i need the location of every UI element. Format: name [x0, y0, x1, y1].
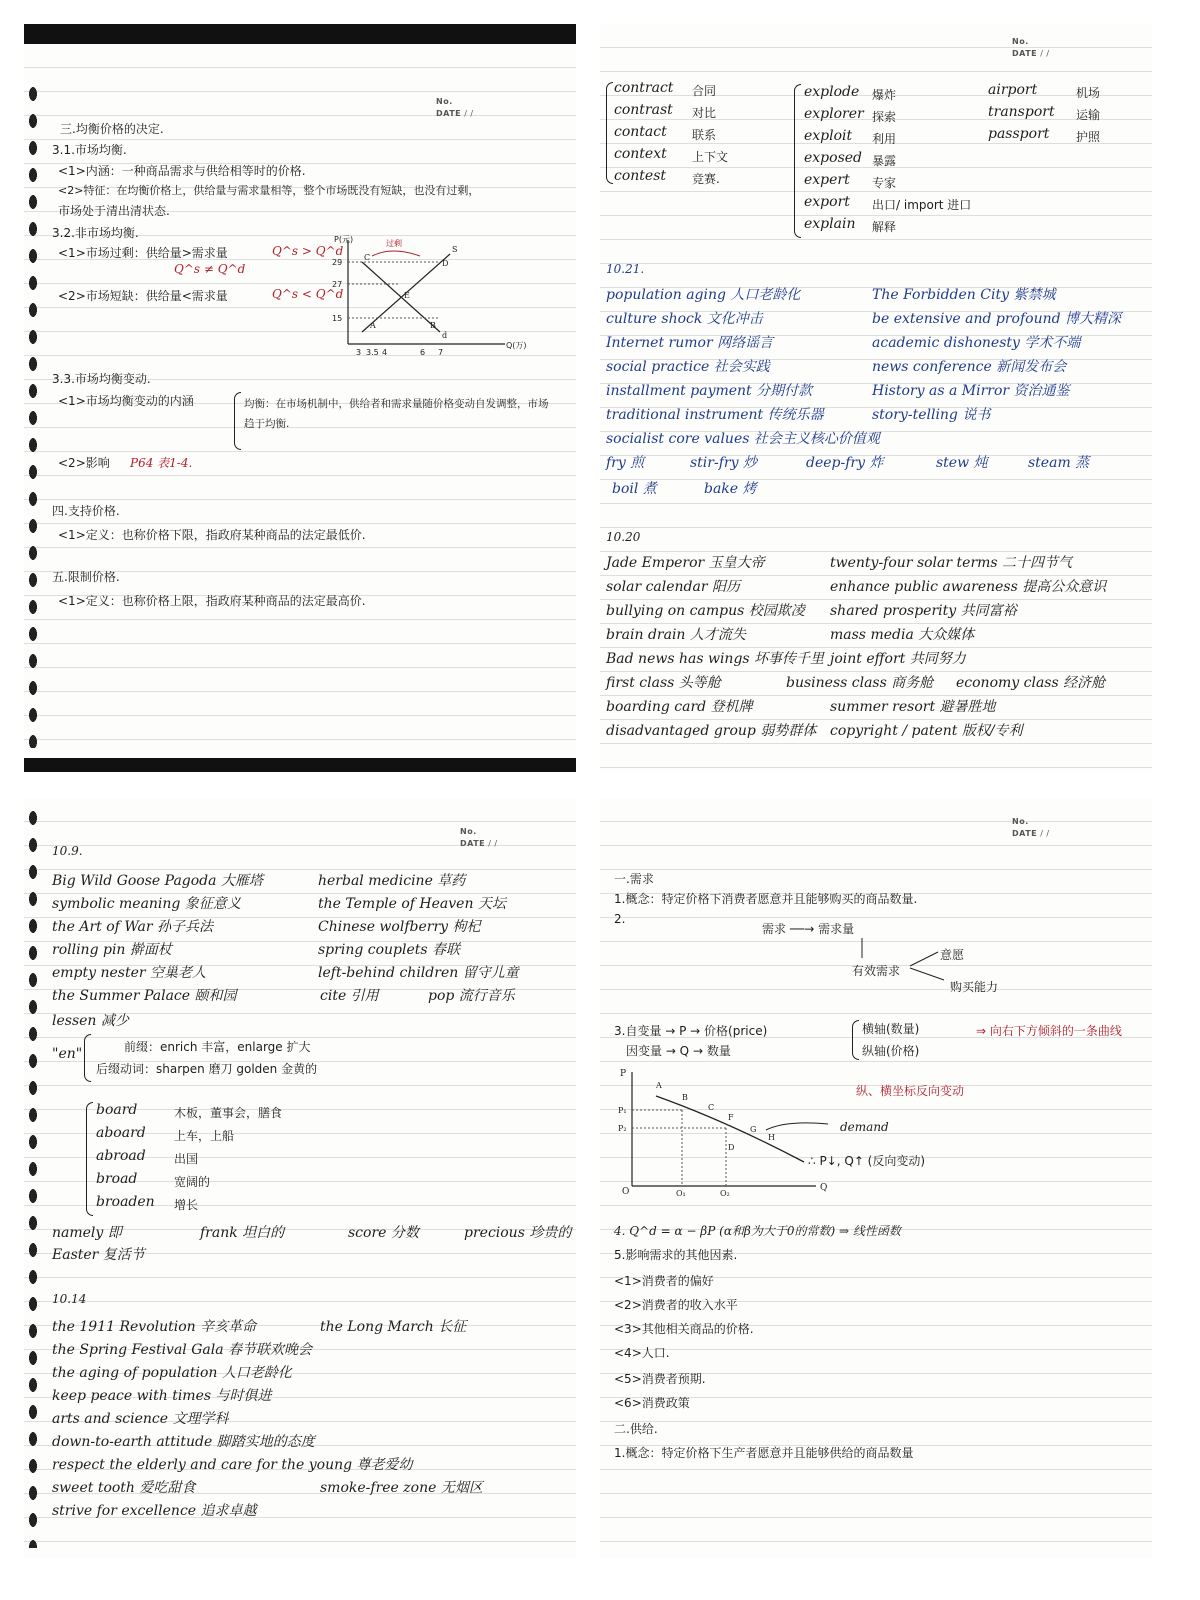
en-prefix-line: 前缀：enrich 丰富，enlarge 扩大	[124, 1040, 311, 1054]
vocab-word: contest	[614, 168, 667, 184]
demand-curve	[656, 1096, 804, 1162]
vocab-entry: steam 蒸	[1028, 455, 1090, 471]
vocab-word: explorer	[804, 106, 864, 122]
vocab-entry: social practice 社会实践	[606, 359, 770, 375]
vocab-word: contact	[614, 124, 667, 140]
vocab-entry: shared prosperity 共同富裕	[830, 603, 1017, 619]
vocab-translation: 护照	[1076, 130, 1101, 144]
flow-arrows	[840, 934, 960, 984]
note-line: 1.概念：特定价格下生产者愿意并且能够供给的商品数量	[614, 1446, 914, 1460]
brace	[84, 1034, 91, 1082]
vocab-entry: stir-fry 炒	[690, 455, 757, 471]
vocab-entry: be extensive and profound 博大精深	[872, 311, 1122, 327]
brace	[606, 82, 613, 184]
tick-label: 3	[356, 348, 362, 357]
vocab-entry: The Forbidden City 紫禁城	[872, 287, 1056, 303]
vocab-translation: 合同	[692, 84, 717, 98]
note-line: <4>人口.	[614, 1346, 670, 1360]
vocab-entry: arts and science 文理学科	[52, 1411, 229, 1427]
tick-label: Q₂	[720, 1189, 730, 1196]
flow-label: 有效需求	[852, 964, 901, 978]
label-arrow	[766, 1123, 828, 1130]
vocab-entry: rolling pin 擀面杖	[52, 942, 172, 958]
subheading: 3.2.非市场均衡.	[52, 226, 139, 240]
point-label: C	[364, 253, 371, 262]
vocab-word: explain	[804, 216, 856, 232]
tick-label: 6	[420, 348, 426, 357]
vocab-translation: 运输	[1076, 108, 1101, 122]
vocab-entry: respect the elderly and care for the young 尊老爱幼	[52, 1457, 413, 1473]
x-axis-label: Q(万)	[506, 341, 527, 350]
vocab-entry: copyright / patent 版权/专利	[830, 723, 1023, 739]
vocab-entry: left-behind children 留守儿童	[318, 965, 519, 981]
point-label: A	[656, 1081, 662, 1090]
heading: 5.影响需求的其他因素.	[614, 1248, 738, 1262]
spiral-holes	[26, 84, 40, 748]
vocab-entry: population aging 人口老龄化	[606, 287, 801, 303]
no-date-header: No. DATE / /	[1012, 817, 1050, 838]
vocab-entry: bake 烤	[704, 481, 757, 497]
vocab-word: expert	[804, 172, 850, 188]
flow-label: 购买能力	[950, 980, 999, 994]
brace	[794, 84, 801, 238]
vocab-entry: bullying on campus 校园欺凌	[606, 603, 805, 619]
note-line: <6>消费政策	[614, 1396, 690, 1410]
point-label: D	[442, 259, 449, 268]
note-line: 3.自变量 → P → 价格(price)	[614, 1024, 768, 1038]
note-line: <2>影响	[58, 456, 110, 470]
vocab-word: board	[96, 1102, 138, 1118]
vocab-entry: smoke-free zone 无烟区	[320, 1480, 483, 1496]
note-line: <1>市场过剩：供给量>需求量	[58, 246, 228, 260]
flow-label: 需求 ──→ 需求量	[762, 922, 855, 936]
page-reference: P64 表1-4.	[130, 456, 193, 470]
note-line: <2>消费者的收入水平	[614, 1298, 738, 1312]
vocab-entry: brain drain 人才流失	[606, 627, 746, 643]
vocab-entry: installment payment 分期付款	[606, 383, 813, 399]
vocab-translation: 增长	[174, 1198, 199, 1212]
vocab-translation: 解释	[872, 220, 897, 234]
en-affix-label: "en"	[52, 1046, 83, 1062]
vocab-entry: keep peace with times 与时俱进	[52, 1388, 272, 1404]
vocab-entry: news conference 新闻发布会	[872, 359, 1067, 375]
vocab-entry: Internet rumor 网络谣言	[606, 335, 774, 351]
vocab-translation: 出口/ import 进口	[872, 198, 972, 212]
brace	[86, 1102, 93, 1216]
brace	[234, 392, 241, 450]
vocab-entry: Big Wild Goose Pagoda 大雁塔	[52, 873, 263, 889]
heading: 二.供给.	[614, 1422, 658, 1436]
vocab-entry: History as a Mirror 资治通鉴	[872, 383, 1070, 399]
vocab-entry: twenty-four solar terms 二十四节气	[830, 555, 1073, 571]
vocab-word: exposed	[804, 150, 863, 166]
vocab-entry: disadvantaged group 弱势群体	[606, 723, 817, 739]
vocab-entry: sweet tooth 爱吃甜食	[52, 1480, 196, 1496]
vocab-entry: boil 煮	[612, 481, 657, 497]
vocab-translation: 利用	[872, 132, 897, 146]
vocab-translation: 竞赛.	[692, 172, 720, 186]
vocab-word: transport	[988, 104, 1055, 120]
heading: 一.需求	[614, 872, 654, 886]
note-line: <1>内涵：一种商品需求与供给相等时的价格.	[58, 164, 306, 178]
point-label: d	[442, 331, 448, 340]
red-note: ⇒ 向右下方倾斜的一条曲线	[976, 1024, 1122, 1038]
vocab-entry: mass media 大众媒体	[830, 627, 975, 643]
vocab-entry: strive for excellence 追求卓越	[52, 1503, 257, 1519]
vocab-translation: 木板，董事会，膳食	[174, 1106, 283, 1120]
notebook-page-economics-2	[600, 798, 1152, 1558]
arrow-up	[910, 952, 938, 966]
point-label: C	[708, 1103, 715, 1112]
vocab-entry: socialist core values 社会主义核心价值观	[606, 431, 880, 447]
vocab-entry: Chinese wolfberry 枸杞	[318, 919, 481, 935]
vocab-entry: the 1911 Revolution 辛亥革命	[52, 1319, 257, 1335]
vocab-entry: frank 坦白的	[200, 1225, 285, 1241]
date-heading: 10.20	[606, 530, 641, 544]
point-label: B	[430, 321, 436, 330]
surplus-label: 过剩	[386, 239, 402, 248]
note-line: <1>市场均衡变动的内涵	[58, 394, 194, 408]
formula: Q^s < Q^d	[272, 287, 344, 301]
heading: 五.限制价格.	[52, 570, 120, 584]
supply-demand-graph	[330, 232, 530, 357]
tick-label: Q₁	[676, 1189, 686, 1196]
vocab-entry: story-telling 说书	[872, 407, 991, 423]
point-label: S	[452, 245, 458, 254]
formula: Q^s ≠ Q^d	[174, 262, 246, 276]
vocab-translation: 对比	[692, 106, 717, 120]
arrow-right	[910, 968, 944, 980]
note-line: 因变量 → Q → 数量	[626, 1044, 731, 1058]
vocab-entry: joint effort 共同努力	[830, 651, 966, 667]
vocab-word: contrast	[614, 102, 673, 118]
date-heading: 10.14	[52, 1292, 87, 1306]
vocab-entry: economy class 经济舱	[956, 675, 1106, 691]
note-line: <3>其他相关商品的价格.	[614, 1322, 754, 1336]
vocab-word: aboard	[96, 1125, 146, 1141]
vocab-translation: 宽阔的	[174, 1175, 211, 1189]
brace	[852, 1020, 859, 1060]
vocab-word: contract	[614, 80, 674, 96]
vocab-entry: the Spring Festival Gala 春节联欢晚会	[52, 1342, 313, 1358]
point-label: H	[768, 1133, 775, 1142]
origin-label: O	[622, 1187, 630, 1196]
point-label: D	[728, 1143, 735, 1152]
vocab-entry: down-to-earth attitude 脚踏实地的态度	[52, 1434, 315, 1450]
vocab-entry: Jade Emperor 玉皇大帝	[606, 555, 765, 571]
tick-label: 4	[382, 348, 388, 357]
vocab-entry: academic dishonesty 学术不端	[872, 335, 1081, 351]
vocab-translation: 爆炸	[872, 88, 897, 102]
notebook-page-economics-1	[24, 24, 576, 772]
vocab-entry: boarding card 登机牌	[606, 699, 753, 715]
note-line: <1>消费者的偏好	[614, 1274, 714, 1288]
tick-label: 29	[332, 258, 343, 267]
vocab-entry: the Summer Palace 颐和园	[52, 988, 237, 1004]
vocab-entry: stew 炖	[936, 455, 988, 471]
vocab-entry: cite 引用	[320, 988, 379, 1004]
vocab-translation: 机场	[1076, 86, 1101, 100]
vocab-entry: lessen 减少	[52, 1013, 129, 1029]
tick-label: 27	[332, 280, 343, 289]
vocab-entry: fry 煎	[606, 455, 645, 471]
vocab-word: broad	[96, 1171, 138, 1187]
note-line: <2>市场短缺：供给量<需求量	[58, 289, 228, 303]
tick-label: 3.5	[366, 348, 379, 357]
vocab-entry: first class 头等舱	[606, 675, 721, 691]
x-axis-label: Q	[820, 1183, 828, 1193]
vocab-word: broaden	[96, 1194, 155, 1210]
tick-label: 7	[438, 348, 444, 357]
tick-label: 15	[332, 314, 343, 323]
vocab-entry: score 分数	[348, 1225, 419, 1241]
note-line: 1.概念：特定价格下消费者愿意并且能够购买的商品数量.	[614, 892, 918, 906]
vocab-word: abroad	[96, 1148, 146, 1164]
note-line: <2>特征：在均衡价格上，供给量与需求量相等，整个市场既没有短缺，也没有过剩，	[58, 184, 480, 197]
vocab-word: airport	[988, 82, 1038, 98]
vocab-entry: summer resort 避暑胜地	[830, 699, 996, 715]
vocab-entry: herbal medicine 草药	[318, 873, 466, 889]
vocab-word: explode	[804, 84, 860, 100]
point-label: F	[728, 1113, 734, 1122]
vocab-translation: 出国	[174, 1152, 199, 1166]
vocab-translation: 暴露	[872, 154, 897, 168]
note-line: 均衡：在市场机制中，供给者和需求量随价格变动自发调整，市场趋于均衡.	[244, 398, 549, 430]
demand-curve-graph	[616, 1066, 856, 1196]
no-date-header: No. DATE / /	[460, 827, 498, 848]
date-heading: 10.21.	[606, 262, 645, 276]
red-note: 纵、横坐标反向变动	[856, 1084, 965, 1098]
tick-label: P₁	[618, 1106, 627, 1115]
note-line: <1>定义：也称价格下限，指政府某种商品的法定最低价.	[58, 528, 366, 542]
note-line: 2.	[614, 912, 626, 926]
vocab-entry: namely 即	[52, 1225, 122, 1241]
point-label: B	[682, 1093, 688, 1102]
notebook-page-vocabulary-2	[24, 798, 576, 1558]
point-label: E	[404, 291, 410, 300]
note-line: <1>定义：也称价格上限，指政府某种商品的法定最高价.	[58, 594, 366, 608]
vocab-entry: precious 珍贵的	[464, 1225, 572, 1241]
vocab-entry: Easter 复活节	[52, 1247, 145, 1263]
vocab-entry: culture shock 文化冲击	[606, 311, 763, 327]
vocab-translation: 上车，上船	[174, 1129, 235, 1143]
vocab-entry: the aging of population 人口老龄化	[52, 1365, 292, 1381]
vocab-translation: 联系	[692, 128, 717, 142]
vocab-entry: empty nester 空巢老人	[52, 965, 207, 981]
subheading: 3.3.市场均衡变动.	[52, 372, 151, 386]
vocab-word: passport	[988, 126, 1050, 142]
point-label: A	[370, 321, 376, 330]
vocab-word: export	[804, 194, 850, 210]
vocab-entry: the Long March 长征	[320, 1319, 467, 1335]
vocab-entry: business class 商务舱	[786, 675, 934, 691]
vocab-entry: enhance public awareness 提高公众意识	[830, 579, 1107, 595]
vocab-entry: the Art of War 孙子兵法	[52, 919, 213, 935]
vocab-entry: pop 流行音乐	[428, 988, 515, 1004]
formula-line: 4. Q^d = α − βP (α和β为大于0的常数) ⇒ 线性函数	[614, 1224, 901, 1238]
vocab-entry: the Temple of Heaven 天坛	[318, 896, 506, 912]
curve-label: demand	[840, 1120, 889, 1134]
subheading: 3.1.市场均衡.	[52, 143, 127, 157]
note-line: ∴ P↓, Q↑ (反向变动)	[808, 1154, 926, 1168]
note-line: 纵轴(价格)	[862, 1044, 920, 1058]
heading: 四.支持价格.	[52, 504, 120, 518]
point-label: G	[750, 1125, 757, 1134]
y-axis-label: P	[620, 1069, 627, 1079]
note-line: <5>消费者预期.	[614, 1372, 706, 1386]
note-line: 市场处于清出清状态.	[58, 204, 170, 218]
vocab-entry: Bad news has wings 坏事传千里	[606, 651, 825, 667]
vocab-entry: spring couplets 春联	[318, 942, 461, 958]
no-date-header: No. DATE / /	[1012, 37, 1050, 58]
vocab-entry: traditional instrument 传统乐器	[606, 407, 824, 423]
note-line: 横轴(数量)	[862, 1022, 920, 1036]
en-suffix-line: 后缀动词：sharpen 磨刀 golden 金黄的	[96, 1062, 318, 1076]
y-axis-label: P(元)	[334, 235, 354, 244]
formula: Q^s > Q^d	[272, 244, 344, 258]
vocab-entry: deep-fry 炸	[806, 455, 884, 471]
vocab-entry: solar calendar 阳历	[606, 579, 740, 595]
vocab-word: exploit	[804, 128, 853, 144]
date-heading: 10.9.	[52, 844, 83, 858]
vocab-translation: 探索	[872, 110, 897, 124]
vocab-translation: 上下文	[692, 150, 729, 164]
spiral-holes	[26, 808, 40, 1548]
vocab-word: context	[614, 146, 667, 162]
no-date-header: No. DATE / /	[436, 97, 474, 118]
flow-label: 意愿	[940, 948, 965, 962]
vocab-entry: symbolic meaning 象征意义	[52, 896, 241, 912]
heading: 三.均衡价格的决定.	[60, 122, 164, 136]
vocab-translation: 专家	[872, 176, 897, 190]
surplus-bracket	[372, 251, 420, 256]
tick-label: P₂	[618, 1124, 627, 1133]
notebook-page-vocabulary-1	[600, 24, 1152, 772]
